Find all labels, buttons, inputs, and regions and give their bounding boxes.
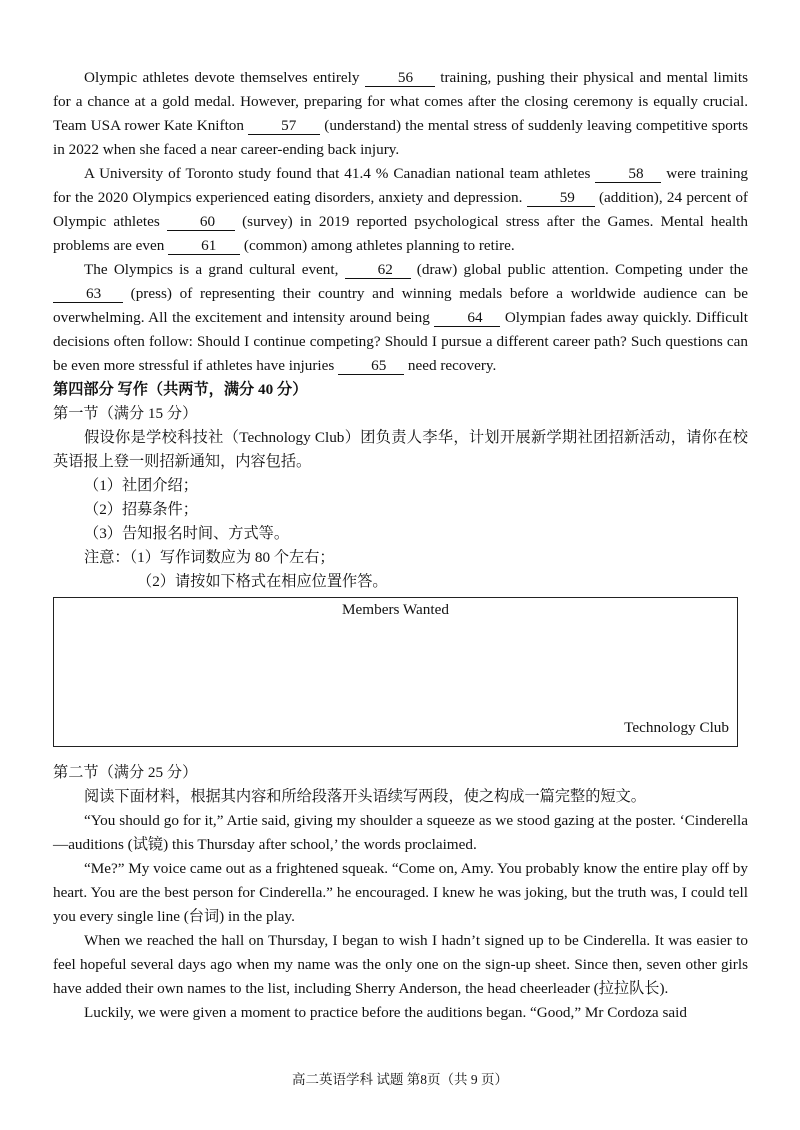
passage-paragraph-3: The Olympics is a grand cultural event, 62 (draw) global public attention. Competing under the 63 (press) of representing their country and winning medals before a worldwide audience can be overwhelming. All the excitement and intensity around being 64 Olympian fades away quickly. Difficult decisions often follow: Should I continue competing? Should I pursue a different career path? Such questions can be even more stressful if athletes have injuries 65 need recovery. — [53, 261, 748, 374]
blank-59[interactable]: 59 — [527, 189, 595, 207]
passage-paragraph-2: A University of Toronto study found that 41.4 % Canadian national team athletes 58 were training for the 2020 Olympics experienced eating disorders, anxiety and depression. 59 (addition), 24 percent of Olympic athletes 60 (survey) in 2019 reported psychological stress after the Games. Mental health problems are even 61 (common) among athletes planning to retire. — [53, 165, 749, 254]
blank-60[interactable]: 60 — [167, 213, 235, 231]
section1-note-2: （2）请按如下格式在相应位置作答。 — [137, 573, 388, 590]
blank-56[interactable]: 56 — [365, 69, 435, 87]
story-paragraph-3: When we reached the hall on Thursday, I began to wish I hadn’t signed up to be Cinderella. It was easier to feel hopeful several days ago when my name was the only one on the sign-up sheet. Since then, seven other girls have added their own names to the list, including Sherry Anderson, the head cheerleader (拉拉队长). — [53, 932, 748, 997]
blank-62[interactable]: 62 — [345, 261, 411, 279]
passage-paragraph-1: Olympic athletes devote themselves entirely 56 training, pushing their physical and mental limits for a chance at a gold medal. However, preparing for what comes after the closing ceremony is equally crucial. Team USA rower Kate Knifton 57 (understand) the mental stress of suddenly leaving competitive sports in 2022 when she faced a near career-ending back injury. — [53, 69, 749, 158]
answer-box[interactable] — [53, 597, 738, 747]
section2-title: 第二节（满分 25 分） — [53, 764, 198, 781]
blank-61[interactable]: 61 — [168, 237, 240, 255]
blank-58[interactable]: 58 — [595, 165, 661, 183]
section1-title: 第一节（满分 15 分） — [53, 405, 198, 422]
section1-note-1: 注意：（1）写作词数应为 80 个左右； — [84, 549, 335, 566]
story-paragraph-4: Luckily, we were given a moment to practice before the auditions began. “Good,” Mr Cordoza said — [84, 1004, 687, 1021]
answer-box-title: Members Wanted — [342, 601, 449, 618]
blank-64[interactable]: 64 — [434, 309, 500, 327]
section1-item-3: （3）告知报名时间、方式等。 — [84, 525, 290, 542]
story-paragraph-1: “You should go for it,” Artie said, giving my shoulder a squeeze as we stood gazing at the poster. ‘Cinderella—auditions (试镜) this Thursday after school,’ the words proclaimed. — [53, 812, 748, 853]
blank-65[interactable]: 65 — [338, 357, 404, 375]
exam-page — [53, 66, 748, 1025]
blank-63[interactable]: 63 — [53, 285, 123, 303]
answer-box-signature: Technology Club — [624, 719, 729, 736]
section2-prompt: 阅读下面材料，根据其内容和所给段落开头语续写两段，使之构成一篇完整的短文。 — [84, 788, 646, 805]
part4-heading: 第四部分 写作（共两节，满分 40 分） — [53, 381, 308, 398]
page-footer: 高二英语学科 试题 第8页（共 9 页） — [292, 1072, 508, 1087]
story-paragraph-2: “Me?” My voice came out as a frightened squeak. “Come on, Amy. You probably know the entire play off by heart. You are the best person for Cinderella.” he encouraged. I knew he was joking, but the truth was, I could tell you every single line (台词) in the play. — [53, 860, 748, 925]
section1-item-2: （2）招募条件； — [84, 501, 198, 518]
section1-prompt: 假设你是学校科技社（Technology Club）团负责人李华，计划开展新学期社团招新活动，请你在校英语报上登一则招新通知，内容包括。 — [53, 429, 748, 470]
section1-item-1: （1）社团介绍； — [84, 477, 198, 494]
blank-57[interactable]: 57 — [248, 117, 320, 135]
